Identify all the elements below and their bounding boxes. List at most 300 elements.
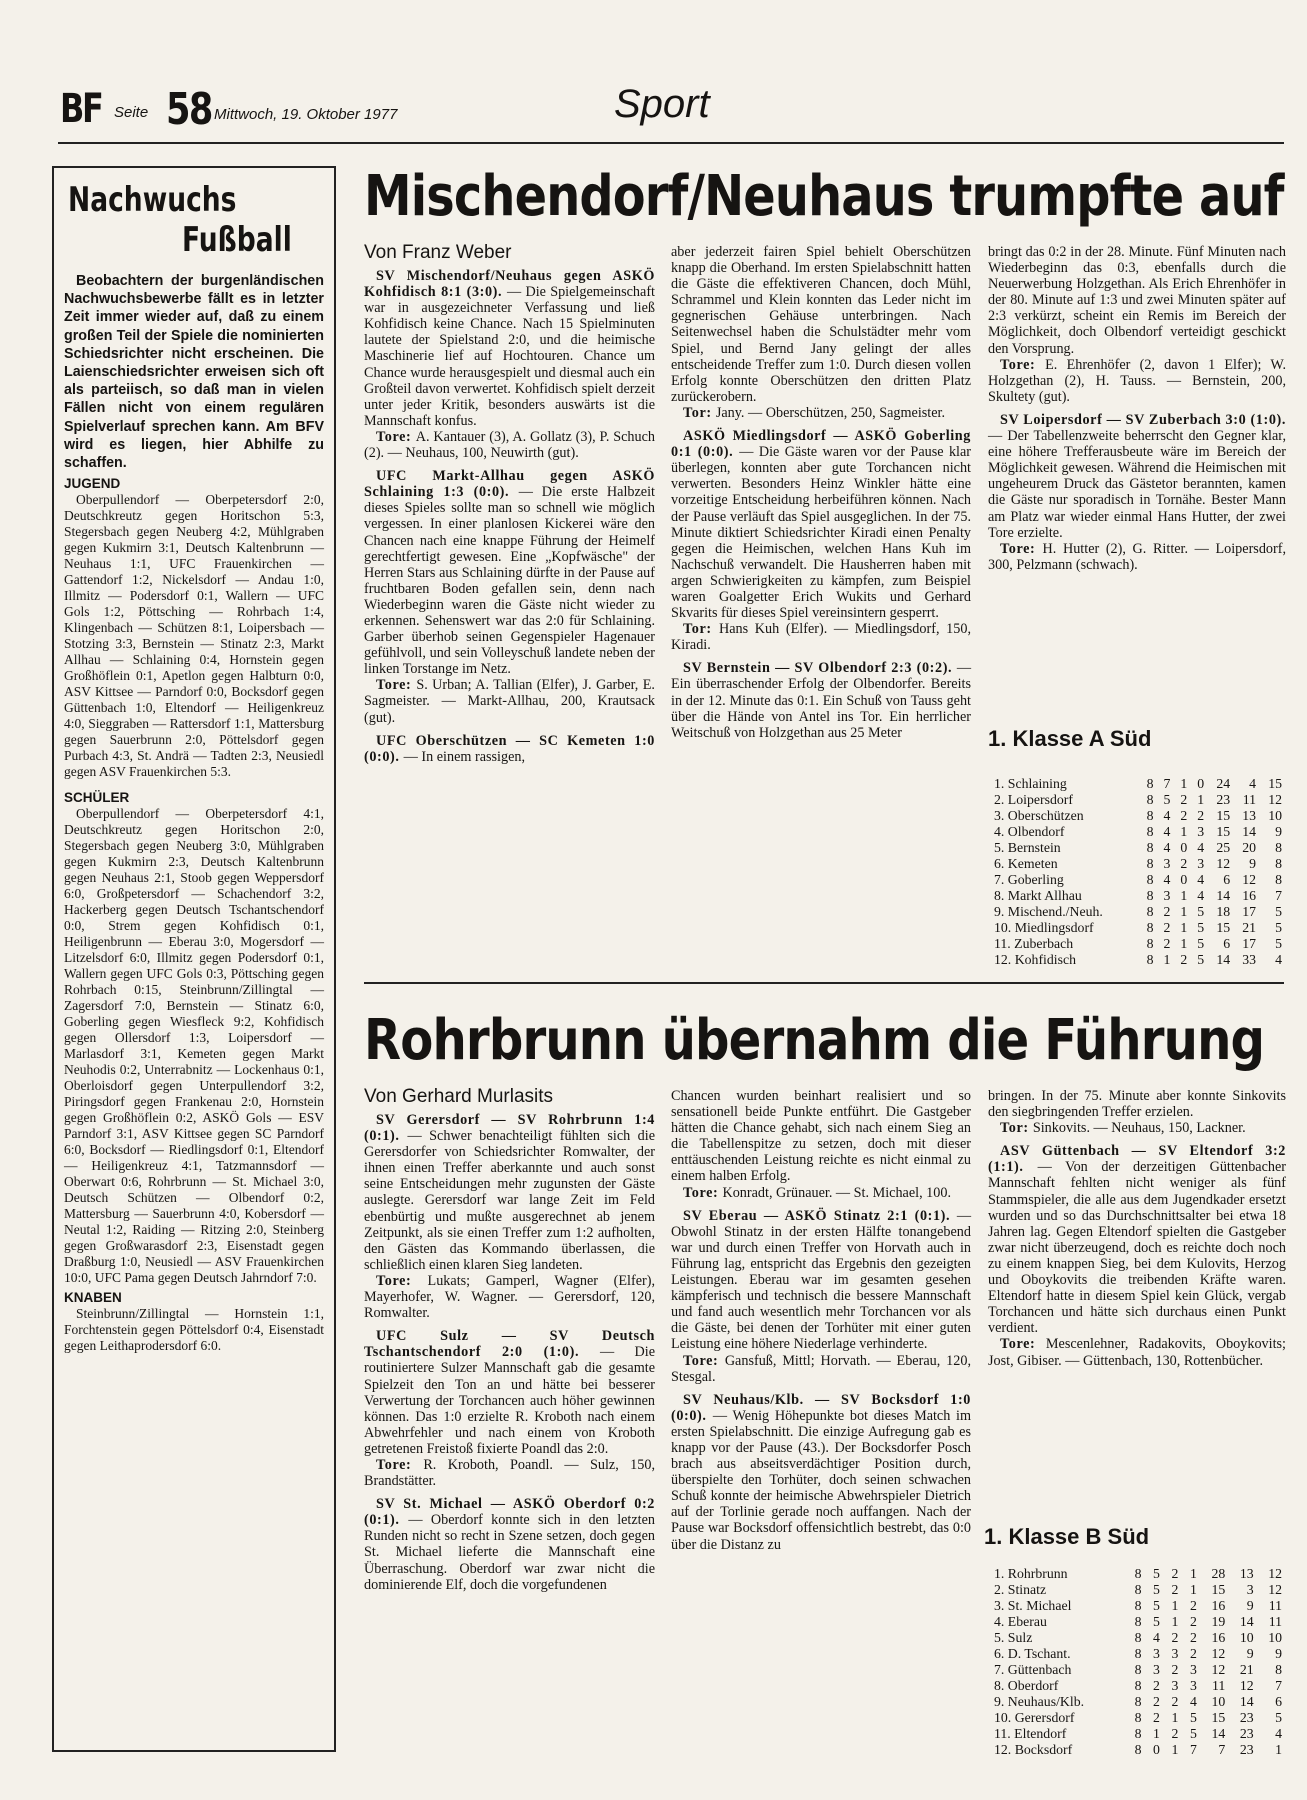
- sidebar-box: [52, 166, 336, 1752]
- stat-cell: 6: [1223, 936, 1231, 951]
- stat-cell: 9: [1249, 856, 1257, 871]
- stat-cell: 17: [1242, 904, 1257, 919]
- stat-cell: 5: [1190, 1726, 1197, 1741]
- team-name: 8. Oberdorf: [994, 1678, 1059, 1693]
- stat-cell: 11: [1268, 1614, 1282, 1629]
- paragraph: [364, 1273, 655, 1321]
- table-row: [994, 1710, 1282, 1726]
- stat-cell: 2: [1190, 1598, 1197, 1613]
- heading-knaben: KNABEN: [64, 1290, 122, 1306]
- stat-cell: 0: [1197, 776, 1205, 791]
- stat-cell: 1: [1180, 936, 1188, 951]
- paragraph-lead: Tore:: [376, 677, 417, 694]
- stat-cell: 4: [1163, 824, 1171, 839]
- paragraph: [364, 429, 655, 461]
- stat-cell: 18: [1216, 904, 1231, 919]
- stat-cell: 7: [1163, 776, 1171, 791]
- paragraph: [671, 428, 971, 621]
- paragraph: [988, 541, 1286, 573]
- stat-cell: 2: [1171, 1694, 1179, 1709]
- stat-cell: 3: [1153, 1646, 1160, 1661]
- stat-cell: 11: [1268, 1598, 1282, 1613]
- stat-cell: 5: [1153, 1598, 1160, 1613]
- paragraph: [364, 468, 655, 677]
- paragraph: [988, 1336, 1286, 1368]
- stat-cell: 2: [1180, 808, 1188, 823]
- stat-cell: 3: [1163, 888, 1171, 903]
- paragraph-text: A. Kantauer (3), A. Gollatz (3), P. Schuch (2). — Neuhaus, 100, Neuwirth (gut).: [364, 428, 655, 462]
- stat-cell: 2: [1180, 792, 1188, 807]
- stat-cell: 4: [1197, 888, 1205, 903]
- sidebar-title-line2: Fußball: [182, 220, 292, 260]
- table-row: [994, 1742, 1282, 1758]
- stat-cell: 9: [1246, 1598, 1254, 1613]
- paragraph: [671, 621, 971, 653]
- stat-cell: 7: [1275, 1678, 1282, 1693]
- paragraph-text: — Die Spielgemeinschaft war in ausgezeichneter Verfassung und ließ Kohfidisch keine Chance. Nach 15 Spielminuten lautete der Spielstand 2:0, und die heimische Maschinerie lief auf Hochtouren. Chance um Chance wurde herausgespielt und diesmal auch ein Großteil davon verwertet. Kohfidisch spielt derzeit unter jeder Kritik, besonders auswärts ist die Mannschaft konfus.: [364, 284, 655, 429]
- stat-cell: 2: [1180, 856, 1188, 871]
- paragraph: [364, 1328, 655, 1457]
- article-2-column-2: [671, 1088, 971, 1553]
- stat-cell: 20: [1242, 840, 1257, 855]
- stat-cell: 4: [1153, 1630, 1160, 1645]
- stat-cell: 2: [1171, 1726, 1179, 1741]
- stat-cell: 5: [1153, 1566, 1160, 1581]
- paragraph-text: Lukats; Gamperl, Wagner (Elfer), Mayerhofer, W. Wagner. — Gerersdorf, 120, Romwalter.: [364, 1272, 656, 1322]
- paragraph-lead: Tore:: [376, 428, 416, 445]
- stat-cell: 2: [1171, 1662, 1179, 1677]
- paragraph: [988, 1120, 1286, 1136]
- team-name: 2. Stinatz: [994, 1582, 1047, 1597]
- stat-cell: 3: [1163, 856, 1171, 871]
- stat-cell: 8: [1134, 1646, 1142, 1661]
- stat-cell: 17: [1242, 936, 1257, 951]
- paragraph: [988, 244, 1286, 357]
- stat-cell: 12: [1242, 872, 1257, 887]
- masthead: [58, 82, 1284, 144]
- team-name: 8. Markt Allhau: [994, 888, 1082, 903]
- stat-cell: 19: [1211, 1614, 1226, 1629]
- stat-cell: 12: [1268, 1582, 1282, 1597]
- stat-cell: 15: [1211, 1582, 1226, 1597]
- stat-cell: 5: [1163, 792, 1171, 807]
- table-row: [994, 1678, 1282, 1694]
- stat-cell: 15: [1216, 824, 1231, 839]
- stat-cell: 8: [1134, 1598, 1142, 1613]
- paragraph-text: Gansfuß, Mittl; Horvath. — Eberau, 120, Stesgal.: [671, 1352, 971, 1385]
- article-1-headline: Mischendorf/Neuhaus trumpfte auf: [364, 164, 1284, 229]
- stat-cell: 8: [1146, 872, 1154, 887]
- stat-cell: 3: [1190, 1662, 1197, 1677]
- paragraph-text: bringen. In der 75. Minute aber konnte Sinkovits den siegbringenden Treffer erzielen.: [988, 1088, 1286, 1121]
- stat-cell: 16: [1211, 1598, 1226, 1613]
- paragraph-lead: SV St. Michael — ASKÖ Oberdorf 0:2 (0:1).: [364, 1496, 655, 1529]
- stat-cell: 2: [1163, 936, 1171, 951]
- stat-cell: 15: [1211, 1710, 1226, 1725]
- stat-cell: 14: [1216, 952, 1231, 967]
- stat-cell: 8: [1146, 792, 1154, 807]
- team-name: 7. Goberling: [994, 872, 1064, 887]
- stat-cell: 5: [1153, 1582, 1160, 1597]
- stat-cell: 13: [1242, 808, 1257, 823]
- table-row: [994, 888, 1282, 904]
- article-2-column-1: [364, 1112, 655, 1593]
- stat-cell: 14: [1211, 1726, 1226, 1741]
- stat-cell: 2: [1171, 1582, 1179, 1597]
- stat-cell: 2: [1197, 808, 1205, 823]
- paragraph-text: — Die routiniertere Sulzer Mannschaft gab die gesamte Spielzeit den Ton an und hätte bei besserer Verwertung der Torchancen auch höher gewinnen können. Das 1:0 erzielte R. Kroboth nach einem Abwehrfehler und nach einem von Kroboth getretenen Freistoß fixierte Poandl das 2:0.: [364, 1344, 655, 1457]
- table-row: [994, 776, 1282, 792]
- table-row: [994, 856, 1282, 872]
- stat-cell: 1: [1180, 920, 1188, 935]
- paragraph-lead: SV Bernstein — SV Olbendorf 2:3 (0:2).: [683, 660, 957, 677]
- stat-cell: 3: [1197, 824, 1205, 839]
- paragraph-text: — Wenig Höhepunkte bot dieses Match im ersten Spielabschnitt. Die einzige Aufregung gab es knapp vor der Pause (43.). Der Bocksdorfer Posch brach aus abseitsverdächtiger Position durch, überspielte den Torhüter, doch seinen schwachen Schuß konnte der heimische Abwehrspieler Dietrich auf der Torlinie gerade noch auffangen. Nach der Pause war Bocksdorf offensichtlich bestrebt, das 0:0 über die Distanz zu: [671, 1407, 971, 1553]
- stat-cell: 8: [1134, 1662, 1142, 1677]
- stat-cell: 1: [1190, 1582, 1197, 1597]
- table-row: [994, 936, 1282, 952]
- team-name: 9. Mischend./Neuh.: [994, 904, 1103, 919]
- stat-cell: 8: [1146, 808, 1154, 823]
- stat-cell: 2: [1163, 920, 1171, 935]
- article-2-headline: Rohrbrunn übernahm die Führung: [364, 1008, 1265, 1073]
- team-name: 4. Olbendorf: [994, 824, 1065, 839]
- stat-cell: 3: [1197, 856, 1205, 871]
- team-name: 1. Rohrbrunn: [994, 1566, 1068, 1581]
- paragraph: [988, 412, 1286, 541]
- team-name: 5. Bernstein: [994, 840, 1061, 855]
- stat-cell: 8: [1146, 888, 1154, 903]
- table-row: [994, 1646, 1282, 1662]
- stat-cell: 8: [1146, 936, 1154, 951]
- paragraph: [988, 1088, 1286, 1120]
- paragraph-text: E. Ehrenhöfer (2, davon 1 Elfer); W. Holzgethan (2), H. Tauss. — Bernstein, 200, Skultety (gut).: [988, 356, 1286, 405]
- stat-cell: 25: [1216, 840, 1231, 855]
- paragraph: [364, 733, 655, 765]
- heading-schueler: SCHÜLER: [64, 790, 130, 806]
- stat-cell: 1: [1171, 1614, 1179, 1629]
- table-row: [994, 952, 1282, 968]
- stat-cell: 23: [1239, 1710, 1254, 1725]
- stat-cell: 1: [1275, 1742, 1282, 1757]
- stat-cell: 8: [1134, 1614, 1142, 1629]
- table-row: [994, 1582, 1282, 1598]
- stat-cell: 1: [1197, 792, 1205, 807]
- paragraph-lead: SV Eberau — ASKÖ Stinatz 2:1 (0:1).: [683, 1207, 957, 1224]
- paragraph-text: — Ein überraschender Erfolg der Olbendorfer. Bereits in der 12. Minute das 0:1. Ein Schuß von Tauss geht über die Hände von Antel ins Tor. Ein herrlicher Weitschuß von Holzgethan aus 25 Meter: [671, 660, 971, 741]
- stat-cell: 2: [1180, 952, 1188, 967]
- paragraph-text: aber jederzeit fairen Spiel behielt Oberschützen knapp die Oberhand. Im ersten Spielabschnitt hatten die Gäste die effektiveren Chancen, doch Mühl, Schrammel und Klein konnten das Leder nicht im gegnerischen Gehäuse unterbringen. Nach Seitenwechsel haben die Schulstädter mehr vom Spiel, und Bernd Jany gelingt der alles entscheidende Treffer zum 1:0. Durch diesen vollen Erfolg konnte Oberschützen den dritten Platz zurückerobern.: [671, 244, 971, 405]
- newspaper-logo: BF: [60, 86, 102, 132]
- stat-cell: 4: [1275, 952, 1282, 967]
- stat-cell: 2: [1153, 1678, 1160, 1693]
- results-knaben: Steinbrunn/Zillingtal — Hornstein 1:1, Forchtenstein gegen Pöttelsdorf 0:4, Eisenstadt gegen Leithaprodersdorf 6:0.: [64, 1306, 324, 1354]
- stat-cell: 8: [1275, 856, 1282, 871]
- paragraph-text: Jany. — Oberschützen, 250, Sagmeister.: [715, 404, 946, 421]
- paragraph-text: — Von der derzeitigen Güttenbacher Mannschaft fehlten nicht weniger als fünf Stammspieler, die alle aus dem Jugendkader ersetzt wurden und so das Durchschnittsalter bei etwa 18 Jahren lag. Gegen Eltendorf spielten die Gastgeber zwar nicht überzeugend, doch es reichte doch noch zu einem knappen Sieg, bei dem Kulovits, Herzog und Oboykovits die treibenden Kräfte waren. Eltendorf hatte in diesem Spiel kein Glück, vergab Torchancen und hätte sich durchaus einen Punkt verdient.: [988, 1159, 1286, 1337]
- paragraph-lead: Tore:: [376, 1272, 428, 1289]
- stat-cell: 6: [1275, 1694, 1282, 1709]
- paragraph-lead: Tore:: [1000, 1336, 1046, 1353]
- stat-cell: 8: [1134, 1694, 1142, 1709]
- paragraph: [671, 1088, 971, 1185]
- paragraph-lead: Tor:: [683, 404, 716, 421]
- team-name: 4. Eberau: [994, 1614, 1047, 1629]
- results-schueler: Oberpullendorf — Oberpetersdorf 4:1, Deutschkreutz gegen Horitschon 2:0, Stegersbach gegen Neuberg 3:0, Mühlgraben gegen Kukmirn 2:3, Deutsch Kaltenbrunn gegen Neuhaus 2:1, Stoob gegen Weppersdorf 6:0, Großpetersdorf — Schachendorf 3:2, Hackerberg gegen Deutsch Tschantschendorf 0:0, Strem gegen Kohfidisch 0:1, Heiligenbrunn — Eberau 3:0, Mogersdorf — Litzelsdorf 6:0, Illmitz gegen Podersdorf 0:1, Wallern gegen UFC Gols 0:3, Pöttsching gegen Rohrbach 0:15, Steinbrunn/Zillingtal — Zagersdorf 7:0, Bernstein — Stinatz 6:0, Goberling gegen Wiesfleck 9:2, Kohfidisch gegen Ollersdorf 1:3, Loipersdorf — Marlasdorf 3:1, Kemeten gegen Markt Neuhodis 0:2, Unterrabnitz — Lockenhaus 0:1, Oberloisdorf gegen Unterpullendorf 3:2, Piringsdorf gegen Frankenau 2:0, Hornstein gegen Großhöflein 0:2, ASKÖ Gols — ESV Parndorf 3:1, ASV Kittsee gegen SC Parndorf 6:0, Bocksdorf — Riedlingsdorf 0:1, Eltendorf — Heiligenkreuz 4:1, Tatzmannsdorf — Oberwart 0:6, Rohrbrunn — St. Michael 3:0, Deutsch Schützen — Olbendorf 0:2, Mattersburg — Sauerbrunn 4:0, Kobersdorf — Neutal 1:2, Raiding — Ritzing 2:0, Steinberg gegen Großwarasdorf 2:3, Eisenstadt gegen Draßburg 1:0, Neusiedl — ASV Frauenkirchen 10:0, UFC Pama gegen Deutsch Jahrndorf 7:0.: [64, 806, 324, 1286]
- paragraph: [671, 1353, 971, 1385]
- team-name: 3. St. Michael: [994, 1598, 1072, 1613]
- paragraph: [671, 1185, 971, 1201]
- standings-table-a: [994, 776, 1282, 968]
- stat-cell: 8: [1146, 920, 1154, 935]
- stat-cell: 12: [1268, 1566, 1282, 1581]
- table-row: [994, 904, 1282, 920]
- paragraph-text: — Der Tabellenzweite beherrscht den Gegner klar, eine höhere Trefferausbeute wäre im Bereich der Möglichkeit gewesen. Während die Heimischen mit ungeheurem Druck das Gästetor berannten, kamen die Gäste nur sporadisch in Tornähe. Bester Mann am Platz war wieder einmal Hans Hutter, der zwei Tore erzielte.: [988, 428, 1286, 541]
- paragraph-text: — Die Gäste waren vor der Pause klar überlegen, konnten aber gute Torchancen nicht verwerten. Besonders Heinz Winkler hätte eine vorzeitige Entscheidung herbeiführen können. Nach der Pause verläuft das Spiel ausgeglichen. In der 75. Minute diktiert Schiedsrichter Kiradi einen Penalty gegen die Heimischen, welchen Hans Kuh im Nachschuß verwandelt. Die Hausherren haben mit argen Schwierigkeiten zu kämpfen, zum Beispiel waren Goalgetter Erich Wukits und Gerhard Skvarits für dieses Spiel vereinsintern gesperrt.: [671, 444, 971, 622]
- stat-cell: 10: [1268, 1630, 1282, 1645]
- table-row: [994, 1614, 1282, 1630]
- paragraph-text: — In einem rassigen,: [403, 748, 526, 765]
- paragraph: [988, 357, 1286, 405]
- stat-cell: 4: [1163, 808, 1171, 823]
- stat-cell: 8: [1134, 1566, 1142, 1581]
- paragraph-text: — Obwohl Stinatz in der ersten Hälfte tonangebend war und durch einen Treffer von Horvath auch in Führung lag, entspricht das Ergebnis den gezeigten Leistungen. Eberau war im gesamten gesehen kämpferisch und technisch die bessere Mannschaft und fand auch wesentlich mehr Torchancen vor als die Gäste, bei denen der Torhüter mit einer guten Leistung eine höhere Niederlage verhinderte.: [671, 1207, 971, 1353]
- paragraph-text: R. Kroboth, Poandl. — Sulz, 150, Brandstätter.: [364, 1456, 656, 1490]
- paragraph-lead: Tor:: [1000, 1120, 1033, 1137]
- stat-cell: 5: [1197, 920, 1205, 935]
- stat-cell: 23: [1239, 1742, 1254, 1757]
- team-name: 10. Miedlingsdorf: [994, 920, 1094, 935]
- paragraph: [364, 1457, 655, 1489]
- table-row: [994, 824, 1282, 840]
- stat-cell: 5: [1275, 1710, 1282, 1725]
- paragraph-lead: Tore:: [1000, 540, 1043, 557]
- stat-cell: 11: [1211, 1678, 1226, 1693]
- paragraph-text: Hans Kuh (Elfer). — Miedlingsdorf, 150, Kiradi.: [671, 621, 971, 654]
- results-jugend: Oberpullendorf — Oberpetersdorf 2:0, Deutschkreutz gegen Horitschon 5:3, Stegersbach gegen Neuberg 4:2, Mühlgraben gegen Kukmirn 3:1, Deutsch Kaltenbrunn — Neuhaus 1:1, UFC Frauenkirchen — Gattendorf 1:2, Nickelsdorf — Andau 1:0, Illmitz — Podersdorf 0:1, Wallern — UFC Gols 1:2, Pöttsching — Rohrbach 1:4, Klingenbach — Schützen 8:1, Loipersbach — Stotzing 3:3, Bernstein — Stinatz 2:3, Markt Allhau — Schlaining 0:4, Hornstein gegen Großhöflein 0:1, Apetlon gegen Halbturn 0:0, ASV Kittsee — Parndorf 0:0, Bocksdorf gegen Güttenbach 1:0, Eltendorf — Heiligenkreuz 4:0, Sieggraben — Rattersdorf 1:1, Mattersburg gegen Sauerbrunn 2:0, Pöttelsdorf gegen Purbach 4:3, St. Andrä — Tadten 2:3, Neusiedl gegen ASV Frauenkirchen 5:3.: [64, 492, 324, 780]
- article-2-column-3: [988, 1088, 1286, 1369]
- stat-cell: 1: [1180, 824, 1188, 839]
- article-1-byline: Von Franz Weber: [364, 242, 512, 263]
- stat-cell: 2: [1190, 1614, 1197, 1629]
- stat-cell: 8: [1134, 1678, 1142, 1693]
- stat-cell: 1: [1190, 1566, 1197, 1581]
- table-row: [994, 1694, 1282, 1710]
- table-row: [994, 840, 1282, 856]
- paragraph-text: Chancen wurden beinhart realisiert und so sensationell beide Punkte entführt. Die Gastgeber hätten die Chance gehabt, sich nach einem Sieg an die Tabellenspitze zu setzen, doch mit dieser enttäuschenden Leistung reichte es nicht einmal zu einem halben Erfolg.: [671, 1088, 971, 1185]
- paragraph-lead: SV Mischendorf/Neuhaus gegen ASKÖ Kohfidisch 8:1 (3:0).: [364, 268, 655, 301]
- stat-cell: 7: [1275, 888, 1282, 903]
- stat-cell: 1: [1153, 1726, 1160, 1741]
- team-name: 11. Zuberbach: [994, 936, 1074, 951]
- stat-cell: 2: [1153, 1710, 1160, 1725]
- stat-cell: 2: [1190, 1630, 1197, 1645]
- stat-cell: 11: [1242, 792, 1257, 807]
- stat-cell: 1: [1180, 888, 1188, 903]
- stat-cell: 5: [1153, 1614, 1160, 1629]
- stat-cell: 4: [1163, 840, 1171, 855]
- stat-cell: 8: [1275, 872, 1282, 887]
- stat-cell: 23: [1239, 1726, 1254, 1741]
- team-name: 12. Kohfidisch: [994, 952, 1077, 967]
- paragraph-text: bringt das 0:2 in der 28. Minute. Fünf Minuten nach Wiederbeginn das 0:3, ebenfalls durch die Neuerwerbung Holzgethan. Als Erich Ehrenhöfer in der 80. Minute auf 1:3 und zwei Minuten später auf 2:3 verkürzt, scheint ein Remis im Bereich der Möglichkeit, doch Olbendorf verteidigt geschickt den Vorsprung.: [988, 244, 1286, 357]
- stat-cell: 6: [1223, 872, 1231, 887]
- stat-cell: 28: [1211, 1566, 1226, 1581]
- stat-cell: 12: [1268, 792, 1282, 807]
- paragraph: [364, 677, 655, 725]
- stat-cell: 8: [1146, 776, 1154, 791]
- stat-cell: 21: [1239, 1662, 1254, 1677]
- paragraph-text: S. Urban; A. Tallian (Elfer), J. Garber, E. Sagmeister. — Markt-Allhau, 200, Krautsack (gut).: [364, 677, 655, 726]
- stat-cell: 15: [1216, 920, 1231, 935]
- paragraph-lead: UFC Sulz — SV Deutsch Tschantschendorf 2:0 (1:0).: [364, 1328, 655, 1361]
- stat-cell: 12: [1216, 856, 1231, 871]
- paragraph-lead: ASV Güttenbach — SV Eltendorf 3:2 (1:1).: [988, 1143, 1286, 1176]
- stat-cell: 12: [1211, 1662, 1226, 1677]
- stat-cell: 2: [1153, 1694, 1160, 1709]
- stat-cell: 23: [1216, 792, 1231, 807]
- table-row: [994, 1566, 1282, 1582]
- stat-cell: 4: [1275, 1726, 1282, 1741]
- team-name: 3. Oberschützen: [994, 808, 1084, 823]
- stat-cell: 33: [1242, 952, 1257, 967]
- paragraph: [671, 1208, 971, 1353]
- paragraph-text: — Schwer benachteiligt fühlten sich die Gerersdorfer von Schiedsrichter Romwalter, der ihnen einen Treffer aberkannte und auch sonst seine Entscheidungen mehr zugunsten der Gäste auslegte. Gerersdorf war lange Zeit im Feld ebenbürtig und mußte ausgerechnet ab jenem Zeitpunkt, als sie einen Treffer zum 1:2 aufholten, den Gästen das Kommando überlassen, die schließlich einen klaren Sieg landeten.: [364, 1128, 655, 1273]
- paragraph-lead: UFC Oberschützen — SC Kemeten 1:0 (0:0).: [364, 732, 655, 765]
- paragraph-lead: ASKÖ Miedlingsdorf — ASKÖ Goberling 0:1 (0:0).: [671, 428, 971, 461]
- stat-cell: 24: [1216, 776, 1231, 791]
- paragraph-text: — Oberdorf konnte sich in den letzten Runden nicht so recht in Szene setzen, doch gegen St. Michael lieferte die Mannschaft eine Überraschung. Oberdorf war zwar nicht die dominierende Elf, doch die vorgefundenen: [364, 1512, 656, 1593]
- sidebar-body: [64, 272, 324, 1354]
- stat-cell: 16: [1242, 888, 1257, 903]
- sidebar-title-line1: Nachwuchs: [68, 180, 237, 220]
- stat-cell: 14: [1242, 824, 1257, 839]
- stat-cell: 4: [1249, 776, 1257, 791]
- table-b-container: [994, 1566, 1282, 1758]
- stat-cell: 5: [1197, 936, 1205, 951]
- stat-cell: 5: [1197, 904, 1205, 919]
- stat-cell: 8: [1134, 1630, 1142, 1645]
- stat-cell: 10: [1239, 1630, 1254, 1645]
- team-name: 10. Gerersdorf: [994, 1710, 1075, 1725]
- stat-cell: 1: [1180, 776, 1188, 791]
- stat-cell: 9: [1246, 1646, 1254, 1661]
- stat-cell: 8: [1275, 840, 1282, 855]
- stat-cell: 9: [1275, 1646, 1282, 1661]
- table-row: [994, 808, 1282, 824]
- stat-cell: 8: [1134, 1726, 1142, 1741]
- team-name: 6. Kemeten: [994, 856, 1058, 871]
- stat-cell: 9: [1275, 824, 1282, 839]
- stat-cell: 1: [1163, 952, 1171, 967]
- issue-date: Mittwoch, 19. Oktober 1977: [214, 106, 398, 123]
- stat-cell: 14: [1239, 1694, 1254, 1709]
- table-row: [994, 872, 1282, 888]
- sidebar-lead: Beobachtern der burgenländischen Nachwuchsbewerbe fällt es in letzter Zeit immer wieder auf, daß zu einem großen Teil der Spiele die nominierten Schiedsrichter nicht erscheinen. Die Laienschiedsrichter erweisen sich oft als parteiisch, so daß man in vielen Fällen nicht von einem regulären Spielverlauf sprechen kann. Am BFV wird es liegen, hier Abhilfe zu schaffen.: [64, 273, 324, 472]
- table-row: [994, 792, 1282, 808]
- stat-cell: 7: [1190, 1742, 1197, 1757]
- stat-cell: 14: [1239, 1614, 1254, 1629]
- stat-cell: 2: [1163, 904, 1171, 919]
- table-a-title: 1. Klasse A Süd: [988, 726, 1152, 751]
- team-name: 12. Bocksdorf: [994, 1742, 1073, 1757]
- stat-cell: 3: [1171, 1646, 1179, 1661]
- paragraph-lead: SV Neuhaus/Klb. — SV Bocksdorf 1:0 (0:0).: [671, 1391, 971, 1424]
- stat-cell: 1: [1171, 1710, 1179, 1725]
- stat-cell: 15: [1268, 776, 1282, 791]
- stat-cell: 8: [1134, 1710, 1142, 1725]
- stat-cell: 10: [1268, 808, 1282, 823]
- table-row: [994, 1630, 1282, 1646]
- stat-cell: 15: [1216, 808, 1231, 823]
- paragraph: [671, 244, 971, 405]
- paragraph: [364, 268, 655, 429]
- paragraph-lead: SV Gerersdorf — SV Rohrbrunn 1:4 (0:1).: [364, 1112, 655, 1145]
- stat-cell: 0: [1180, 840, 1188, 855]
- stat-cell: 8: [1146, 824, 1154, 839]
- stat-cell: 5: [1275, 920, 1282, 935]
- stat-cell: 3: [1190, 1678, 1197, 1693]
- page-label: Seite: [114, 104, 149, 121]
- team-name: 5. Sulz: [994, 1630, 1033, 1645]
- article-2-byline: Von Gerhard Murlasits: [364, 1086, 554, 1107]
- stat-cell: 3: [1246, 1582, 1254, 1597]
- stat-cell: 8: [1146, 904, 1154, 919]
- stat-cell: 4: [1197, 840, 1205, 855]
- team-name: 7. Güttenbach: [994, 1662, 1072, 1677]
- paragraph-lead: SV Loipersdorf — SV Zuberbach 3:0 (1:0).: [1000, 411, 1286, 428]
- page-number: 58: [166, 84, 212, 135]
- paragraph-lead: Tore:: [1000, 356, 1046, 373]
- stat-cell: 7: [1218, 1742, 1226, 1757]
- paragraph-text: — Die erste Halbzeit dieses Spieles sollte man so schnell wie möglich vergessen. In einer planlosen Kickerei wäre den Chancen nach eine knappe Führung der Heimelf gerechtfertigt gewesen. Eine „Kopfwäsche" der Herren Stars aus Schlaining dürfte in der Pause auf fruchtbaren Boden gefallen sein, denn nach Wiederbeginn waren die Gäste nicht wieder zu erkennen. Sehenswert war das 2:0 für Schlaining. Garber überhob seinen Gegenspieler Hagenauer gefühlvoll, und sein Volleyschuß landete neben der linken Torstange im Netz.: [364, 484, 655, 678]
- stat-cell: 3: [1153, 1662, 1160, 1677]
- team-name: 11. Eltendorf: [994, 1726, 1067, 1741]
- stat-cell: 5: [1190, 1710, 1197, 1725]
- stat-cell: 4: [1190, 1694, 1197, 1709]
- stat-cell: 2: [1171, 1566, 1179, 1581]
- stat-cell: 1: [1180, 904, 1188, 919]
- table-b-title: 1. Klasse B Süd: [984, 1524, 1150, 1549]
- stat-cell: 4: [1197, 872, 1205, 887]
- section-title: Sport: [614, 82, 710, 126]
- stat-cell: 3: [1171, 1678, 1179, 1693]
- stat-cell: 13: [1239, 1566, 1254, 1581]
- stat-cell: 1: [1171, 1742, 1179, 1757]
- team-name: 2. Loipersdorf: [994, 792, 1073, 807]
- stat-cell: 8: [1134, 1582, 1142, 1597]
- paragraph: [671, 1392, 971, 1553]
- article-1-column-3: [988, 244, 1286, 573]
- stat-cell: 5: [1275, 936, 1282, 951]
- table-row: [994, 1726, 1282, 1742]
- stat-cell: 12: [1239, 1678, 1254, 1693]
- paragraph-lead: UFC Markt-Allhau gegen ASKÖ Schlaining 1:3 (0:0).: [364, 468, 655, 501]
- stat-cell: 4: [1163, 872, 1171, 887]
- heading-jugend: JUGEND: [64, 476, 121, 492]
- paragraph-lead: Tore:: [683, 1184, 723, 1201]
- stat-cell: 5: [1197, 952, 1205, 967]
- team-name: 6. D. Tschant.: [994, 1646, 1071, 1661]
- table-a-container: [994, 776, 1282, 968]
- stat-cell: 1: [1171, 1598, 1179, 1613]
- stat-cell: 0: [1180, 872, 1188, 887]
- paragraph-lead: Tore:: [376, 1456, 424, 1473]
- stat-cell: 14: [1216, 888, 1231, 903]
- stat-cell: 5: [1275, 904, 1282, 919]
- stat-cell: 10: [1211, 1694, 1226, 1709]
- paragraph-lead: Tor:: [683, 621, 719, 638]
